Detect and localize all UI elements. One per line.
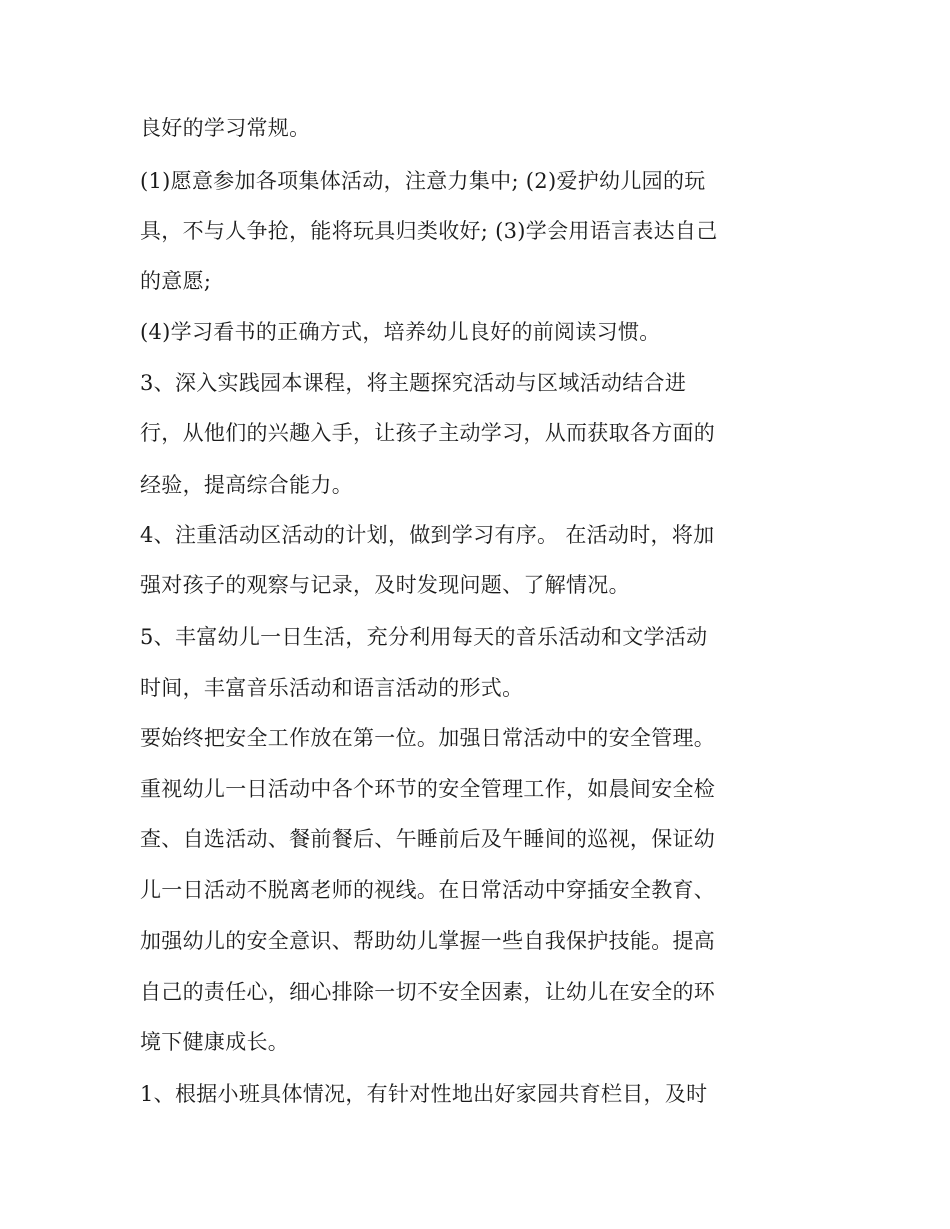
text-line: 时间，丰富音乐活动和语言活动的形式。 [140, 676, 524, 700]
text-line: 查、自选活动、餐前餐后、午睡前后及午睡间的巡视，保证幼 [140, 827, 716, 851]
text-line: 儿一日活动不脱离老师的视线。在日常活动中穿插安全教育、 [140, 878, 716, 902]
text-line: 要始终把安全工作放在第一位。加强日常活动中的安全管理。 [140, 726, 716, 750]
text-line: (1)愿意参加各项集体活动，注意力集中; (2)爱护幼儿园的玩 [140, 169, 706, 193]
text-line: 重视幼儿一日活动中各个环节的安全管理工作，如晨间安全检 [140, 777, 716, 801]
text-line: 加强幼儿的安全意识、帮助幼儿掌握一些自我保护技能。提高 [140, 929, 716, 953]
text-line: 境下健康成长。 [140, 1030, 290, 1054]
text-line: 自己的责任心，细心排除一切不安全因素，让幼儿在安全的环 [140, 980, 716, 1004]
text-line: 的意愿; [140, 269, 212, 293]
text-line: 5、丰富幼儿一日生活，充分利用每天的音乐活动和文学活动 [140, 625, 708, 649]
text-line: 良好的学习常规。 [140, 116, 311, 140]
text-line: 具，不与人争抢，能将玩具归类收好; (3)学会用语言表达自己 [140, 219, 718, 243]
text-line: 3、深入实践园本课程，将主题探究活动与区域活动结合进 [140, 371, 687, 395]
text-line: 4、注重活动区活动的计划，做到学习有序。 在活动时，将加 [140, 523, 715, 547]
text-line: 强对孩子的观察与记录，及时发现问题、了解情况。 [140, 573, 630, 597]
text-line: 行，从他们的兴趣入手，让孩子主动学习，从而获取各方面的 [140, 421, 716, 445]
text-line: 1、根据小班具体情况，有针对性地出好家园共育栏目，及时 [140, 1082, 708, 1106]
text-line: (4)学习看书的正确方式，培养幼儿良好的前阅读习惯。 [140, 320, 661, 344]
text-line: 经验，提高综合能力。 [140, 473, 353, 497]
